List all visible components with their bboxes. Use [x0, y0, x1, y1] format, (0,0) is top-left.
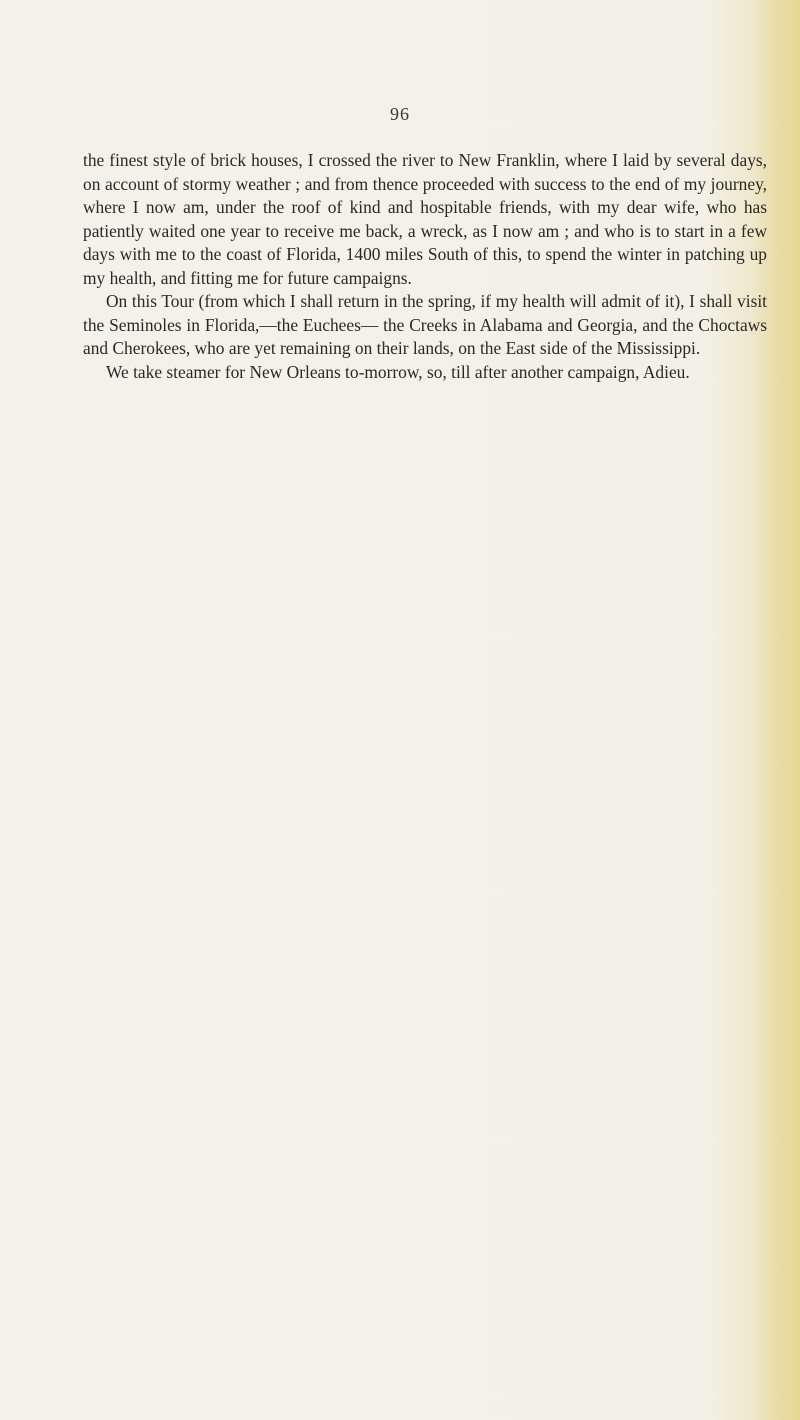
paragraph-3: We take steamer for New Orleans to-morrow, so, till after another campaign, Adieu.: [106, 361, 690, 382]
body-text: [83, 149, 767, 384]
paragraph-2: On this Tour (from which I shall return in the spring, if my health will admit of it), I shall visit the Seminoles in Florida,—the Euchees— the Creeks in Alabama and Georgia, and the Choctaws and Cherokees, who are yet remaining on their lands, on the East side of the Mississippi.: [83, 291, 767, 358]
paragraph-1: the finest style of brick houses, I crossed the river to New Franklin, where I laid by several days, on account of stormy weather ; and from thence proceeded with success to the end of my journey, where I now am, under the roof of kind and hospitable friends, with my dear wife, who has patiently waited one year to receive me back, a wreck, as I now am ; and who is to start in a few days with me to the coast of Florida, 1400 miles South of this, to spend the winter in patching up my health, and fitting me for future campaigns.: [83, 150, 767, 288]
page-number: 96: [390, 104, 410, 124]
